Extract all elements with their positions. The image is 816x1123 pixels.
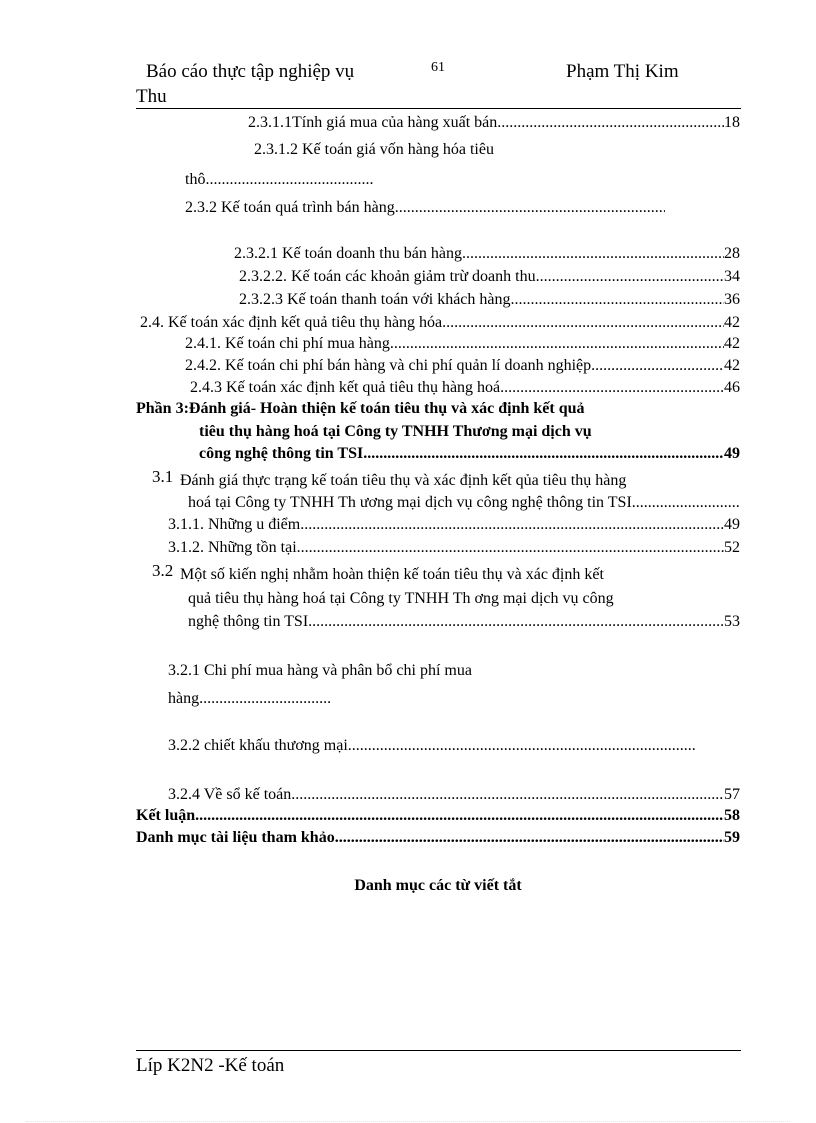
toc-entry: nghệ thông tin TSI ..... 53 — [188, 613, 740, 631]
toc-entry: quả tiêu thụ hàng hoá tại Công ty TNHH Th ơng mại dịch vụ công — [188, 590, 614, 607]
toc-entry: Danh mục tài liệu tham khảo ..... 59 — [136, 829, 740, 847]
toc-entry: 3.2.2 chiết khấu thương mại ..... — [168, 737, 696, 755]
toc-entry: 2.4.3 Kế toán xác định kết quả tiêu thụ hàng hoá ..... 46 — [190, 379, 740, 397]
toc-entry: 2.3.2 Kế toán quá trình bán hàng ..... — [185, 199, 665, 217]
toc-entry: Đánh giá thực trạng kế toán tiêu thụ và xác định kết qủa tiêu thụ hàng — [180, 472, 627, 489]
header-rule — [136, 108, 741, 109]
toc-entry: công nghệ thông tin TSI ..... 49 — [199, 445, 740, 463]
footer-text: Líp K2N2 -Kế toán — [136, 1055, 285, 1076]
section-number: 3.2 — [152, 561, 174, 580]
header-author-cont: Thu — [136, 86, 167, 107]
toc-entry: 3.1.1. Những u điểm ..... 49 — [168, 516, 740, 534]
toc-entry: Một số kiến nghị nhằm hoàn thiện kế toán tiêu thụ và xác định kết — [180, 566, 604, 583]
section-number: 3.1 — [152, 467, 174, 486]
toc-entry: 2.3.2.3 Kế toán thanh toán với khách hàng ..... 36 — [239, 291, 740, 309]
toc-entry: hàng ..... — [168, 690, 330, 708]
toc-part3-heading-cont: tiêu thụ hàng hoá tại Công ty TNHH Thương mại dịch vụ — [199, 423, 592, 440]
page-number: 61 — [431, 60, 445, 75]
toc-entry: 2.4. Kế toán xác định kết quả tiêu thụ hàng hóa ..... 42 — [140, 314, 740, 332]
toc-part3-heading: Phần 3:Đánh giá- Hoàn thiện kế toán tiêu thụ và xác định kết quả — [136, 400, 585, 417]
header-title: Báo cáo thực tập nghiệp vụ — [146, 61, 355, 82]
footer-rule — [136, 1050, 741, 1051]
toc-entry: 2.4.1. Kế toán chi phí mua hàng ..... 42 — [185, 335, 740, 353]
toc-entry: 3.2.4 Về sổ kế toán ..... 57 — [168, 786, 740, 804]
toc-entry: 3.1.2. Những tồn tại ..... 52 — [168, 539, 740, 557]
toc-entry: 2.3.1.1Tính giá mua của hàng xuất bán ..... 18 — [248, 114, 740, 132]
toc-entry: 2.3.1.2 Kế toán giá vốn hàng hóa tiêu — [254, 141, 494, 158]
toc-entry: 2.3.2.2. Kế toán các khoản giảm trừ doanh thu ..... 34 — [239, 268, 740, 286]
toc-entry: thô ..... — [185, 171, 373, 189]
toc-entry: Kết luận ..... 58 — [136, 807, 740, 825]
toc-entry: 2.3.2.1 Kế toán doanh thu bán hàng ..... 28 — [234, 245, 740, 263]
toc-entry: 2.4.2. Kế toán chi phí bán hàng và chi phí quản lí doanh nghiệp ..... 42 — [185, 357, 740, 375]
abbreviations-heading: Danh mục các từ viết tắt — [354, 877, 522, 894]
toc-entry: hoá tại Công ty TNHH Th ương mại dịch vụ công nghệ thông tin TSI ..... — [188, 494, 740, 512]
toc-entry: 3.2.1 Chi phí mua hàng và phân bổ chi phí mua — [168, 662, 472, 679]
header-author: Phạm Thị Kim — [566, 61, 679, 82]
